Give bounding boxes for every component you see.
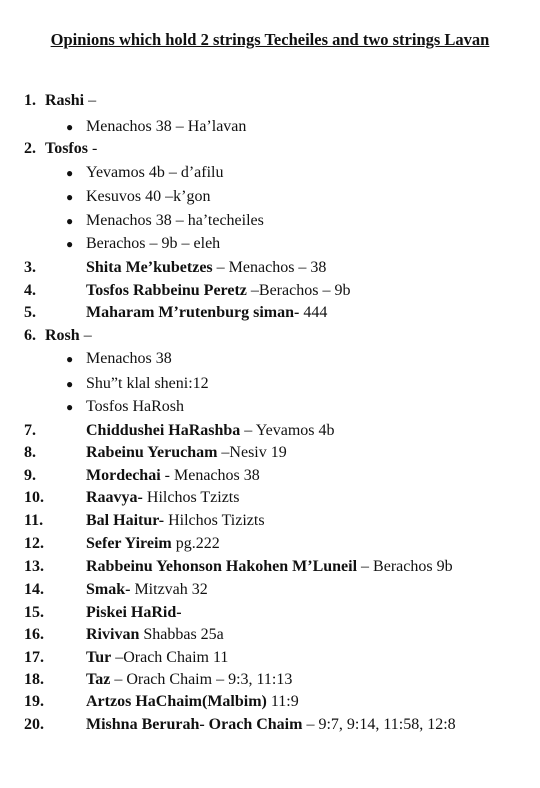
source-reference: 11:9 [266,693,299,710]
list-item-number: 3. [24,259,36,276]
list-item-number: 8. [24,444,36,461]
list-item-text [86,533,220,555]
source-reference: – Yevamos 4b [240,422,335,439]
list-item-number: 17. [24,649,44,666]
list-item-number: 13. [24,558,44,575]
source-reference: Shabbas 25a [139,626,224,643]
source-name: Rashi [45,92,85,109]
bullet-icon: ● [66,166,74,180]
source-name: Rosh [45,327,80,344]
list-item-text [86,442,287,464]
list-item-number: 20. [24,716,44,733]
source-name: Rabeinu Yerucham [86,444,218,461]
bullet-icon: ● [66,352,74,366]
source-name: Shita Me’kubetzes [86,259,213,276]
list-item-text: Yevamos 4b – d’afilu [86,164,224,181]
source-name: Bal Haitur- [86,512,165,529]
list-item-text: Menachos 38 [86,350,172,367]
list-item-number: 9. [24,467,36,484]
list-item-text: Menachos 38 – Ha’lavan [86,118,247,135]
list-item-text [86,714,456,736]
source-reference: Hilchos Tizizts [164,512,265,529]
bullet-icon: ● [66,377,74,391]
source-reference: –Nesiv 19 [217,444,287,461]
list-item-text [86,280,350,302]
list-item-text [86,487,239,509]
list-item-text [86,465,260,487]
list-item-number: 10. [24,489,44,506]
source-reference: –Orach Chaim 11 [111,649,229,666]
list-item-number: 14. [24,581,44,598]
list-item-text [86,420,335,442]
list-item-number: 16. [24,626,44,643]
list-item-number: 12. [24,535,44,552]
source-name: Tur [86,649,112,666]
source-reference: – [84,92,97,109]
list-item-text: Tosfos HaRosh [86,398,184,415]
source-name: Tosfos Rabbeinu Peretz [86,282,247,299]
source-name: Rivivan [86,626,140,643]
source-name: Chiddushei HaRashba [86,422,241,439]
source-name: Mishna Berurah- Orach Chaim [86,716,303,733]
source-name: Mordechai [86,467,161,484]
bullet-icon: ● [66,190,74,204]
list-item-text [45,138,97,160]
list-item-text [86,302,327,324]
list-item-text [86,510,265,532]
list-item-text [45,90,96,112]
source-name: Artzos HaChaim(Malbim) [86,693,267,710]
bullet-icon: ● [66,120,74,134]
list-item-number: 4. [24,282,36,299]
source-name: Rabbeinu Yehonson Hakohen M’Luneil [86,558,358,575]
list-item-text [86,669,292,691]
source-reference: Mitzvah 32 [130,581,208,598]
list-item-text [86,257,326,279]
list-item-text [45,325,92,347]
source-reference: 444 [299,304,328,321]
list-item-text: Menachos 38 – ha’techeiles [86,212,264,229]
page-title: Opinions which hold 2 strings Techeiles and two strings Lavan [50,30,490,49]
list-item-text: Kesuvos 40 –k’gon [86,188,211,205]
list-item-text: Shu”t klal sheni:12 [86,375,209,392]
bullet-icon: ● [66,237,74,251]
source-reference: – Orach Chaim – 9:3, 11:13 [110,671,293,688]
list-item-number: 1. [24,92,36,109]
source-reference: –Berachos – 9b [246,282,351,299]
bullet-icon: ● [66,400,74,414]
list-item-number: 7. [24,422,36,439]
list-item-number: 5. [24,304,36,321]
list-item-number: 18. [24,671,44,688]
list-item-number: 6. [24,327,36,344]
list-item-text [86,556,453,578]
source-reference: – [79,327,92,344]
source-name: Tosfos [45,140,88,157]
bullet-icon: ● [66,214,74,228]
source-reference: – Berachos 9b [357,558,453,575]
list-item-text [86,624,224,646]
list-item-number: 19. [24,693,44,710]
list-item-number: 11. [24,512,44,529]
source-name: Maharam M’rutenburg siman- [86,304,300,321]
source-name: Taz [86,671,111,688]
source-name: Piskei HaRid- [86,604,182,621]
list-item-text [86,691,299,713]
list-item-text [86,579,208,601]
source-reference: Hilchos Tzizts [142,489,240,506]
list-item-text: Berachos – 9b – eleh [86,235,221,252]
source-name: Raavya- [86,489,143,506]
source-reference: - [87,140,98,157]
source-reference: - Menachos 38 [160,467,260,484]
source-reference: – 9:7, 9:14, 11:58, 12:8 [302,716,456,733]
list-item-text [86,647,228,669]
source-name: Smak- [86,581,131,598]
source-name: Sefer Yireim [86,535,172,552]
source-reference: pg.222 [171,535,220,552]
source-reference: – Menachos – 38 [212,259,327,276]
list-item-number: 2. [24,140,36,157]
list-item-number: 15. [24,604,44,621]
list-item-text [86,602,182,624]
